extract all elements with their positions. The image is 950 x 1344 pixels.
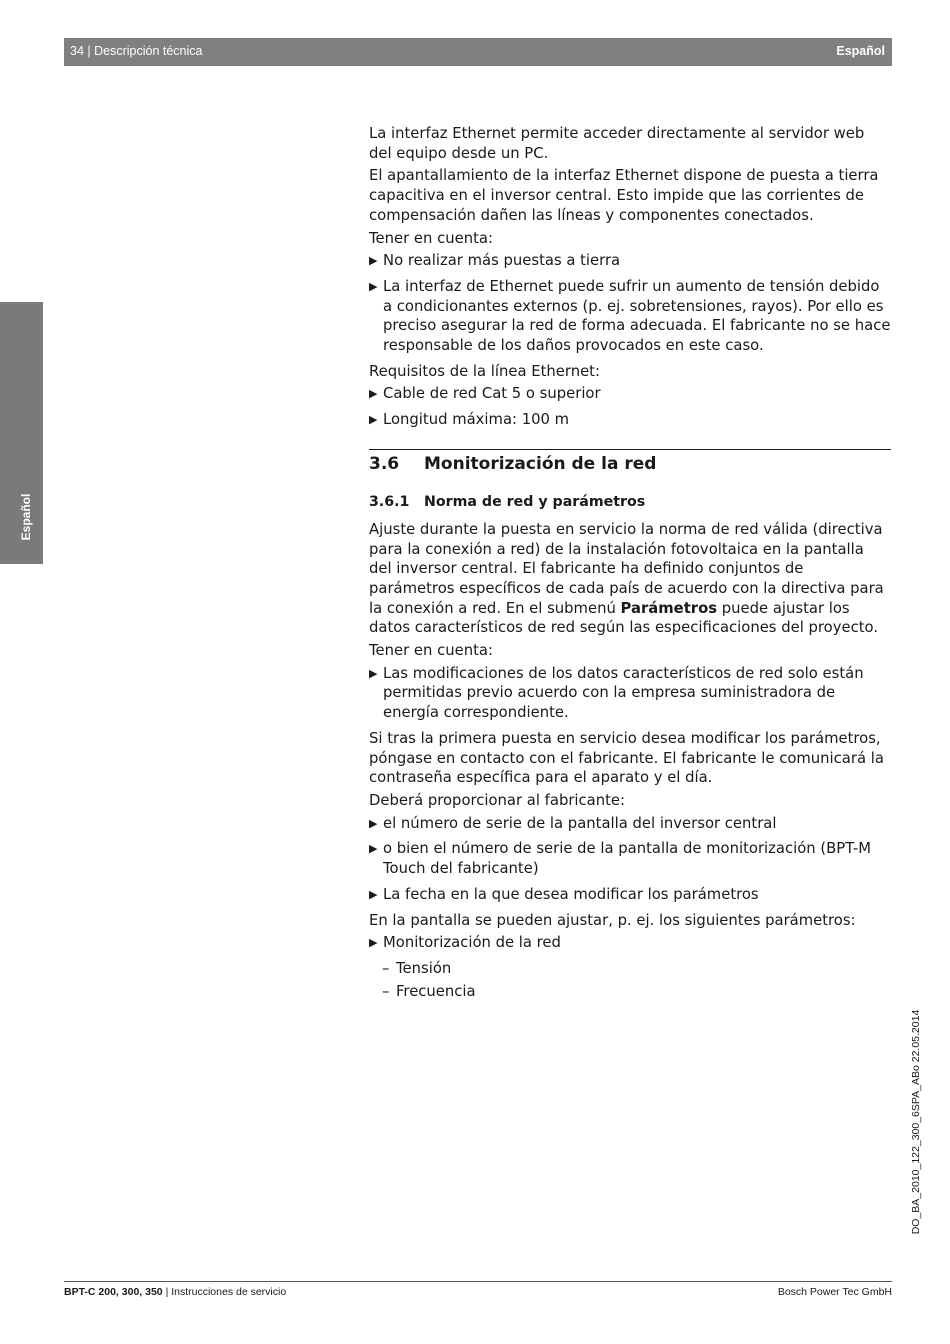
page-header [64, 38, 892, 66]
bullet-arrow-icon: ▶ [369, 413, 378, 427]
paragraph: Tener en cuenta: [369, 642, 493, 660]
bullet-arrow-icon: ▶ [369, 666, 378, 680]
bullet-arrow-icon: ▶ [369, 936, 378, 950]
bullet-arrow-icon: ▶ [369, 279, 378, 293]
section-heading [369, 453, 891, 475]
footer-separator: | [162, 1286, 172, 1298]
dash-marker: – [382, 982, 390, 1000]
section-title: Monitorización de la red [424, 453, 657, 474]
sub-list-item [369, 959, 891, 979]
list-item-text: Cable de red Cat 5 o superior [383, 385, 601, 403]
footer-model: BPT-C 200, 300, 350 [64, 1286, 163, 1298]
list-item [369, 885, 891, 905]
main-content [369, 124, 891, 1004]
list-item [369, 839, 891, 878]
bullet-arrow-icon: ▶ [369, 842, 378, 856]
document-reference: DO_BA_2010_122_300_6SPA_ABo 22.05.2014 [910, 1009, 922, 1235]
header-language: Español [836, 44, 885, 58]
list-item-text: La fecha en la que desea modificar los parámetros [383, 885, 759, 903]
list-item-text: el número de serie de la pantalla del inversor central [383, 814, 777, 832]
list-item [369, 277, 891, 356]
list-item [369, 384, 891, 404]
list-item [369, 814, 891, 834]
section-divider [369, 449, 891, 450]
list-item-text: No realizar más puestas a tierra [383, 252, 621, 270]
footer-divider [64, 1281, 892, 1282]
list-item [369, 251, 891, 271]
footer-doc-type: Instrucciones de servicio [171, 1286, 287, 1298]
submenu-name: Parámetros [620, 599, 718, 617]
sub-list-item-text: Frecuencia [396, 982, 476, 1000]
list-item-text: Longitud máxima: 100 m [383, 411, 570, 429]
subsection-number: 3.6.1 [369, 493, 410, 510]
side-tab-label: Español [19, 493, 33, 541]
paragraph: En la pantalla se pueden ajustar, p. ej. los siguientes parámetros: [369, 911, 856, 929]
paragraph: La interfaz Ethernet permite acceder directamente al servidor web del equipo desde un PC. [369, 125, 865, 162]
list-item [369, 410, 891, 430]
paragraph: El apantallamiento de la interfaz Ethernet dispone de puesta a tierra capacitiva en el inversor central. Esto impide que las corrientes de compensación dañen las líneas y componentes conectados. [369, 167, 879, 224]
bullet-arrow-icon: ▶ [369, 887, 378, 901]
footer-company: Bosch Power Tec GmbH [777, 1286, 892, 1298]
bullet-arrow-icon: ▶ [369, 387, 378, 401]
list-item [369, 933, 891, 953]
sub-list-item-text: Tensión [396, 959, 452, 977]
paragraph: Tener en cuenta: [369, 229, 493, 247]
list-item-text: Monitorización de la red [383, 934, 561, 952]
paragraph: Requisitos de la línea Ethernet: [369, 362, 600, 380]
sub-list-item [369, 982, 891, 1002]
bullet-arrow-icon: ▶ [369, 816, 378, 830]
dash-marker: – [382, 959, 390, 977]
subsection-title: Norma de red y parámetros [424, 493, 646, 510]
footer-product [64, 1286, 286, 1298]
subsection-heading [369, 492, 891, 512]
section-number: 3.6 [369, 453, 400, 474]
list-item-text: La interfaz de Ethernet puede sufrir un aumento de tensión debido a condicionantes externos (p. ej. sobretensiones, rayos). Por ello es preciso asegurar la red de forma adecuada. El fabricante no se hace responsable de los daños provocados en este caso. [383, 277, 891, 355]
paragraph: Ajuste durante la puesta en servicio la norma de red válida (directiva para la conexión a red) de la instalación fotovoltaica en la pantalla del inversor central. El fabricante ha definido conjuntos de parámetros específicos de cada país de acuerdo con la directiva para la conexión a red. En el submenú Parámetros puede ajustar los datos característicos de red según las especificaciones del proyecto. [369, 520, 884, 637]
list-item-text: Las modificaciones de los datos característicos de red solo están permitidas previo acuerdo con la empresa suministradora de energía correspondiente. [383, 664, 864, 722]
paragraph: Si tras la primera puesta en servicio desea modificar los parámetros, póngase en contacto con el fabricante. El fabricante le comunicará la contraseña específica para el aparato y el día. [369, 729, 884, 787]
paragraph: Deberá proporcionar al fabricante: [369, 791, 626, 809]
list-item [369, 664, 891, 723]
header-page-section: 34 | Descripción técnica [70, 44, 203, 58]
list-item-text: o bien el número de serie de la pantalla de monitorización (BPT-M Touch del fabricante) [383, 840, 872, 878]
bullet-arrow-icon: ▶ [369, 254, 378, 268]
